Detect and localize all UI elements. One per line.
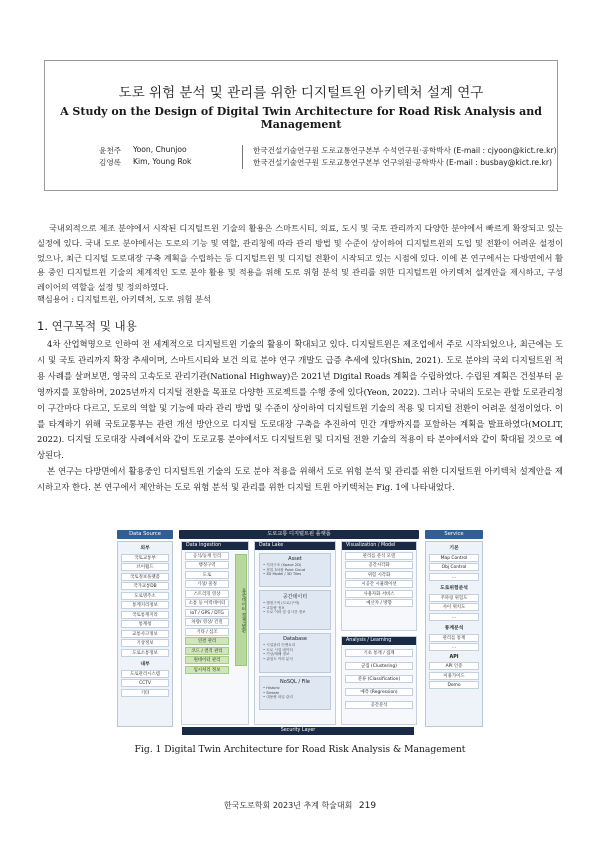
ingestion-panel	[181, 541, 249, 725]
datalake-note: • Stream	[263, 690, 280, 695]
service-item: API 인증	[429, 662, 479, 670]
page-footer	[0, 800, 600, 811]
ingestion-green-item: 코드 / 결격 관리	[185, 647, 229, 655]
ingestion-item: 기타 / 심조	[185, 628, 229, 636]
title-box	[44, 60, 558, 191]
datalake-note: • 도로 이력 및 실시간 정보	[263, 610, 306, 615]
source-item: 국토정보플랫폼	[121, 573, 169, 581]
ingestion-item: 차량/ 영상/ 건질	[185, 618, 229, 626]
datalake-note: • 3D Model / 3D Tiles	[263, 572, 302, 577]
visualization-panel	[341, 541, 417, 631]
visual-item: 시공간 시뮬레이션	[345, 580, 413, 588]
author-row	[45, 145, 557, 157]
source-item: 통계지리정보	[121, 601, 169, 609]
ingestion-item: 소통 등 이력데이터	[185, 599, 229, 607]
security-layer: Security Layer	[182, 727, 414, 735]
visual-item: 공간시각화	[345, 561, 413, 569]
author-name-ko: 김영록	[99, 158, 122, 167]
figure-caption: Fig. 1 Digital Twin Architecture for Road Risk Analysis & Management	[134, 744, 466, 755]
analysis-item: 예측 (Regression)	[345, 688, 413, 696]
service-item: ...	[429, 613, 479, 621]
source-item: 브이월드	[121, 563, 169, 571]
ingestion-header: Data Ingestion	[182, 542, 248, 550]
ingestion-item: 기상/ 물정	[185, 580, 229, 588]
ingestion-green-item: 연결 관리	[185, 637, 229, 645]
datalake-note: • 지하구조 (Space 2D)	[263, 563, 302, 567]
architecture-figure	[117, 530, 483, 737]
author-name-en: Yoon, Chunjoo	[133, 145, 187, 154]
service-item: ...	[429, 643, 479, 651]
source-item: CCTV	[121, 679, 169, 687]
source-item: 국토교통부	[121, 554, 169, 562]
datalake-panel	[254, 541, 336, 725]
datalake-box-title: Database	[283, 636, 307, 642]
service-box	[425, 541, 483, 727]
datalake-note: • 교통량 정보	[263, 605, 285, 610]
source-item: 국토통계지리	[121, 611, 169, 619]
datalake-note: • Historic	[263, 686, 280, 690]
author-affiliation: 한국건설기술연구원 도로교통연구본부 수석연구원·공학박사 (E-mail : cjyoon@kict.re.kr)	[253, 146, 557, 155]
ingestion-green-item: 임시처리 정보	[185, 666, 229, 674]
author-name-en: Kim, Young Rok	[133, 157, 192, 166]
datalake-note: • 위험도 이력 분석	[263, 656, 293, 661]
body-paragraph: 본 연구는 다방면에서 활용중인 디지털트윈 기술의 도로 분야 적용을 위해서 도로 위험 분석 및 관리를 위한 디지털트윈 아키텍처 설계안을 제시하고자 한다. 본 연구에서 제안하는 도로 위험 분석 및 관리를 위한 디지털 트윈 아키텍처는 Fig. 1에 나타내었다.	[37, 466, 563, 493]
author-divider	[242, 145, 243, 157]
service-item: 이용가이드	[429, 672, 479, 680]
datalake-note: • 정밀 3차원 Point Cloud	[263, 567, 306, 572]
group-label: 내부	[140, 662, 150, 667]
source-item: 기타	[121, 689, 169, 697]
ingestion-list	[182, 552, 232, 674]
analysis-panel	[341, 636, 417, 725]
visual-item: 사용자화 서비스	[345, 590, 413, 598]
abstract-text: 국내외적으로 제조 분야에서 시작된 디지털트윈 기술의 활용은 스마트시티, 의료, 도시 및 국토 관리까지 다양한 분야에서 빠르게 확장되고 있는 실정에 있다. 국내 도로 분야에서는 도로의 기능 및 역할, 관리청에 따라 관리 방법 및 수준이 상이하여 디지털트윈의 도입 및 전환이 어려운 설정이었으나, 최근 디지털 도로대장 구축 계획을 수립하는 등 디지털트윈 및 디지털 전환이 시작되고 있는 시점에 있다. 이에 본 연구에서는 다방면에서 활용 중인 디지털트윈 기술의 체계적인 도로 분야 활용 및 적용을 위해 도로 위험 분석 및 관리를 위한 디지털트윈 아키텍처 설계안을 제시하고, 구성 레이어의 역할을 설정 및 정의하였다.	[37, 223, 563, 293]
section-heading: 1. 연구목적 및 내용	[37, 319, 137, 333]
datalake-spatial	[259, 590, 331, 630]
datalake-note: • 행정구역 (도로/구역)	[263, 601, 300, 605]
datalake-box-title: 공간데이터	[282, 594, 308, 600]
datalake-box-title: NoSQL / File	[280, 679, 310, 685]
title-korean: 도로 위험 분석 및 관리를 위한 디지털트윈 아키텍처 설계 연구	[118, 85, 484, 101]
group-label: 통계분석	[444, 626, 464, 631]
service-item: ...	[429, 573, 479, 581]
ingestion-green-item: 원데이터 관리	[185, 656, 229, 664]
ingestion-item: 스트리밍 영상	[185, 590, 229, 598]
group-label: 도로위험분석	[440, 586, 468, 591]
datalake-note: • 기상/재해 정보	[263, 652, 290, 657]
body-text	[37, 337, 563, 496]
visualization-header: Visualization / Model	[342, 542, 416, 550]
service-item: Obj Control	[429, 563, 479, 571]
title-english: A Study on the Design of Digital Twin Architecture for Road Risk Analysis and Management	[60, 105, 542, 131]
datalake-note: • 대용량 파일 관리	[263, 695, 293, 700]
analysis-header: Analysis / Learning	[342, 637, 416, 645]
keywords: 핵심용어 : 디지털트윈, 아키텍처, 도로 위험 분석	[37, 294, 211, 304]
visual-item: 관리를 분석 모델	[345, 552, 413, 560]
visual-item: 예산자 / 방향	[345, 599, 413, 607]
analysis-item: 기초 통계 / 집계	[345, 649, 413, 657]
abstract	[37, 221, 563, 295]
service-column	[425, 530, 483, 688]
datalake-header: Data Lake	[255, 542, 335, 550]
source-item: 도로소통정보	[121, 649, 169, 657]
author-divider	[242, 157, 243, 169]
datalake-asset	[259, 553, 331, 587]
source-item: 도로명주소	[121, 592, 169, 600]
source-item: 국가교통DB	[121, 582, 169, 590]
datalake-note: • 도로 시설 데이터	[263, 647, 293, 652]
visual-item: 위험 시각화	[345, 571, 413, 579]
group-label: API	[449, 654, 459, 660]
data-source-header: Data Source	[117, 530, 173, 539]
datalake-nosql	[259, 676, 331, 710]
analysis-item: 공간분석	[345, 701, 413, 709]
service-item: 주파링 위험도	[429, 594, 479, 602]
analysis-item: 분류 (Classification)	[345, 675, 413, 683]
source-item: 도로관리시스템	[121, 670, 169, 678]
datalake-box-title: Asset	[288, 556, 302, 562]
group-label: 외부	[140, 546, 150, 551]
source-item: 기상정보	[121, 639, 169, 647]
body-paragraph: 4차 산업혁명으로 인하여 전 세계적으로 디지털트윈 기술의 활용이 확대되고 있다. 디지털트윈은 제조업에서 주로 시작되었으나, 최근에는 도시 및 국토 관리까지 확장 추세이며, 스마트시티와 보건 의료 분야 연구 개발도 급증 추세에 있다(Shin, 2021). 도로 분야의 국외 디지털트윈 적용 사례를 살펴보면, 영국의 고속도로 관리기관(National Highway)은 2021년 Digital Roads 계획을 수립하였다. 수립된 계획은 건설부터 운영까지를 포함하며, 2025년까지 디지털 전환을 목표로 다양한 프로젝트를 수행 중에 있다(Yeon, 2022). 그러나 국내의 도로는 관할 도로관리청이 구간마다 다르고, 도로의 역할 및 기능에 따라 관리 방법 및 수준이 상이하여 디지털트윈 기술의 적용 및 디지털 전환이 어려운 설정이었다. 이를 타계하기 위해 국토교통부는 관련 개선 방안으로 디지털 도로대장 구축을 추진하여 민간 개방까지를 포함하는 계획을 발표하였다(MOLIT, 2022). 디지털 도로대장 사례에서와 같이 도로교통 분야에서도 디지털트윈 및 디지털 전환 기술의 적용이 타 분야에서와 같이 확대될 것으로 예상된다.	[37, 339, 563, 461]
conference-name: 한국도로학회 2023년 추계 학술대회	[223, 801, 353, 810]
ingestion-item: 공식/등재 인리	[185, 552, 229, 560]
author-name-ko: 윤천주	[99, 146, 122, 155]
service-item: 관리를 통계	[429, 634, 479, 642]
ingestion-item: IoT / GPS / DTG	[185, 609, 229, 617]
source-item: 통계청	[121, 620, 169, 628]
page-number: 219	[358, 801, 377, 811]
datalake-database	[259, 633, 331, 673]
service-header: Service	[425, 530, 483, 539]
service-item: Map Control	[429, 554, 479, 562]
datalake-note: • 시설관리 인벤토리	[263, 643, 296, 647]
analysis-item: 군집 (Clustering)	[345, 662, 413, 670]
ingestion-side-label: 표준데이터 정제/변환	[235, 554, 247, 666]
service-item: 사이 위치도	[429, 603, 479, 611]
source-item: 교통사고정보	[121, 630, 169, 638]
data-source-column	[117, 530, 173, 696]
group-label: 기본	[449, 546, 459, 551]
ingestion-item: 도로	[185, 571, 229, 579]
service-item: Demo	[429, 681, 479, 689]
author-affiliation: 한국건설기술연구원 도로교통연구본부 연구위원·공학박사 (E-mail : busbay@kict.re.kr)	[253, 158, 552, 167]
author-row	[45, 157, 557, 169]
data-source-box	[117, 541, 173, 727]
platform-banner: 도로교통 디지털트윈 플랫폼	[179, 530, 419, 539]
ingestion-item: 행정구역	[185, 561, 229, 569]
author-list	[45, 145, 557, 169]
